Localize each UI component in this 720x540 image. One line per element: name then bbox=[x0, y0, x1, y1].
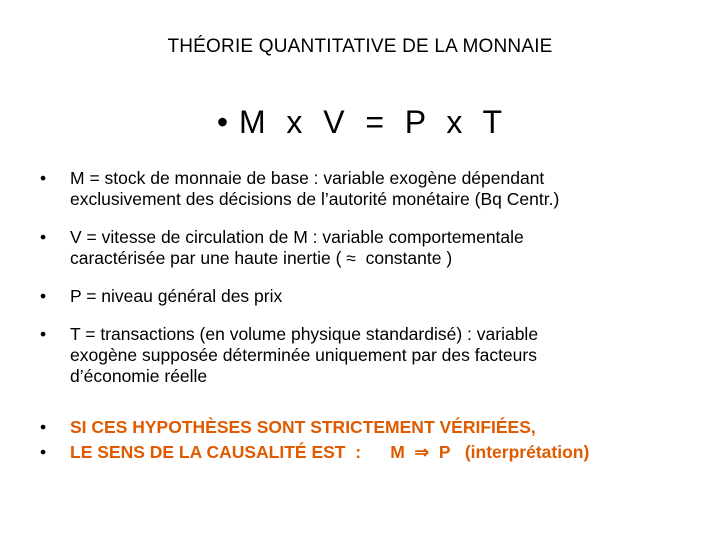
slide-title: THÉORIE QUANTITATIVE DE LA MONNAIE bbox=[167, 36, 553, 57]
bullet-item-t bbox=[40, 324, 700, 387]
bullet-text-line: M = stock de monnaie de base : variable exogène dépendant bbox=[70, 168, 545, 188]
conclusion-item-hypotheses bbox=[40, 417, 700, 438]
bullet-text-line: T = transactions (en volume physique standardisé) : variable bbox=[70, 324, 539, 344]
bullet-dot: • bbox=[40, 442, 47, 462]
bullet-text-line: V = vitesse de circulation de M : variable comportementale bbox=[70, 227, 524, 247]
bullet-list bbox=[40, 168, 700, 463]
bullet-text-line: exclusivement des décisions de l’autorité monétaire (Bq Centr.) bbox=[70, 189, 560, 209]
equation: • M x V = P x T bbox=[216, 104, 504, 140]
conclusion-item-causality bbox=[40, 442, 700, 463]
bullet-dot: • bbox=[40, 168, 47, 188]
bullet-text-line: caractérisée par une haute inertie ( ≈ constante ) bbox=[70, 248, 453, 268]
bullet-item-m bbox=[40, 168, 700, 210]
bullet-dot: • bbox=[40, 417, 47, 437]
bullet-item-p bbox=[40, 286, 700, 307]
bullet-dot: • bbox=[40, 227, 47, 247]
bullet-text-line: P = niveau général des prix bbox=[70, 286, 283, 306]
bullet-text-line: d’économie réelle bbox=[70, 366, 208, 386]
bullet-text-line: exogène supposée déterminée uniquement par des facteurs bbox=[70, 345, 537, 365]
bullet-dot: • bbox=[40, 324, 47, 344]
bullet-dot: • bbox=[40, 286, 47, 306]
conclusion-text: LE SENS DE LA CAUSALITÉ EST : M ⇒ P (interprétation) bbox=[70, 442, 590, 462]
bullet-item-v bbox=[40, 227, 700, 269]
conclusion-text: SI CES HYPOTHÈSES SONT STRICTEMENT VÉRIFIÉES, bbox=[70, 417, 536, 437]
